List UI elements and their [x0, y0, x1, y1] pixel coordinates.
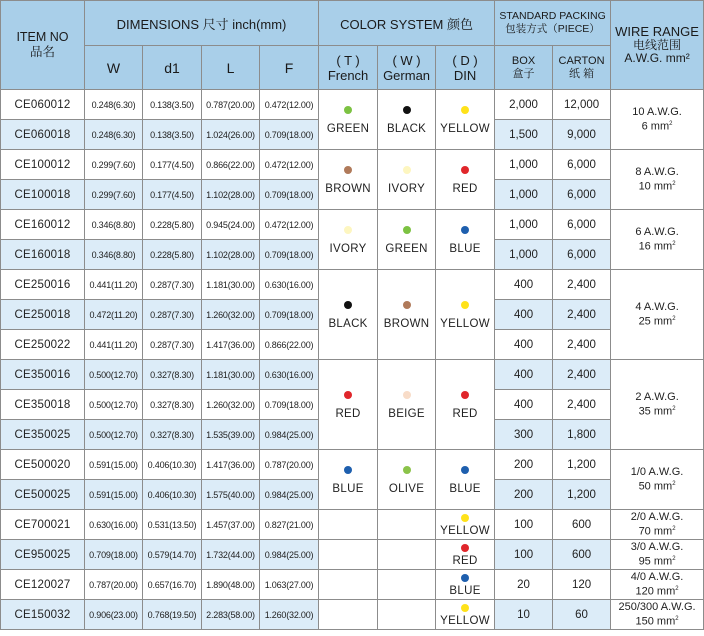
wire-mm: 35 mm	[638, 405, 673, 418]
item-no-cell: CE160012	[1, 210, 85, 240]
color-name: BROWN	[383, 317, 430, 330]
col-din-header	[436, 46, 495, 90]
wire-mm-squared: 2	[675, 586, 679, 593]
col-box-header	[495, 46, 553, 90]
color-name: YELLOW	[440, 614, 490, 627]
wire-awg: 6 A.W.G.	[635, 226, 679, 239]
carton-qty-cell: 2,400	[553, 330, 611, 360]
dim-l-cell: 1.535(39.00)	[202, 420, 260, 450]
wire-mm-squared: 2	[672, 241, 676, 248]
col-w-header: W	[85, 46, 143, 90]
dim-d1-cell: 0.768(19.50)	[143, 600, 202, 630]
dim-f-cell: 0.709(18.00)	[260, 180, 319, 210]
dim-f-cell: 0.787(20.00)	[260, 450, 319, 480]
carton-qty-cell: 600	[553, 510, 611, 540]
color-din-cell	[436, 570, 495, 600]
dim-d1-cell: 0.327(8.30)	[143, 360, 202, 390]
color-french-cell	[319, 510, 378, 540]
wire-mm-squared: 2	[669, 121, 673, 128]
wire-awg: 10 A.W.G.	[632, 106, 682, 119]
carton-label: CARTON	[558, 54, 605, 67]
color-german-cell	[378, 540, 436, 570]
table-row	[1, 600, 704, 630]
carton-qty-cell: 12,000	[553, 90, 611, 120]
color-swatch-dot	[344, 226, 352, 234]
color-german-cell	[378, 360, 436, 450]
dim-w-cell: 0.500(12.70)	[85, 420, 143, 450]
wire-awg: 4/0 A.W.G.	[630, 571, 684, 584]
dim-f-cell: 0.866(22.00)	[260, 330, 319, 360]
dim-l-cell: 1.260(32.00)	[202, 390, 260, 420]
wire-range-cell	[611, 360, 704, 450]
item-no-header	[1, 1, 85, 90]
dim-l-cell: 1.417(36.00)	[202, 330, 260, 360]
color-german-cell	[378, 270, 436, 360]
dim-d1-cell: 0.228(5.80)	[143, 240, 202, 270]
carton-label-cn: 纸 箱	[569, 67, 595, 80]
color-french-cell	[319, 570, 378, 600]
dim-d1-cell: 0.327(8.30)	[143, 390, 202, 420]
dim-f-cell: 0.984(25.00)	[260, 480, 319, 510]
wire-awg: 2/0 A.W.G.	[630, 511, 684, 524]
color-name: RED	[452, 182, 478, 195]
wire-mm: 16 mm	[638, 240, 673, 253]
color-name: GREEN	[326, 122, 370, 135]
carton-qty-cell: 600	[553, 540, 611, 570]
dim-d1-cell: 0.177(4.50)	[143, 150, 202, 180]
dim-w-cell: 0.630(16.00)	[85, 510, 143, 540]
wire-range-header-cn: 电线范围	[633, 38, 682, 52]
dim-d1-cell: 0.228(5.80)	[143, 210, 202, 240]
dim-w-cell: 0.500(12.70)	[85, 360, 143, 390]
french-label: French	[327, 67, 369, 83]
color-din-cell	[436, 210, 495, 270]
french-code: ( T )	[336, 52, 360, 68]
dim-l-cell: 1.102(28.00)	[202, 240, 260, 270]
dim-d1-cell: 0.406(10.30)	[143, 450, 202, 480]
carton-qty-cell: 60	[553, 600, 611, 630]
wire-range-cell	[611, 540, 704, 570]
color-french-cell	[319, 540, 378, 570]
color-name: RED	[335, 407, 361, 420]
color-name: BLUE	[449, 242, 481, 255]
color-system-header: COLOR SYSTEM 颜色	[319, 1, 495, 46]
color-french-cell	[319, 90, 378, 150]
table-row	[1, 150, 704, 180]
wire-mm: 70 mm	[638, 525, 673, 538]
item-no-cell: CE350018	[1, 390, 85, 420]
dim-w-cell: 0.299(7.60)	[85, 150, 143, 180]
wire-range-cell	[611, 450, 704, 510]
din-code: ( D )	[452, 52, 478, 68]
color-german-cell	[378, 570, 436, 600]
color-swatch-dot	[461, 166, 469, 174]
packing-header	[495, 1, 611, 46]
color-swatch-dot	[403, 106, 411, 114]
table-row	[1, 210, 704, 240]
color-name: IVORY	[388, 182, 426, 195]
color-name: YELLOW	[440, 317, 490, 330]
carton-qty-cell: 9,000	[553, 120, 611, 150]
color-din-cell	[436, 90, 495, 150]
wire-awg: 2 A.W.G.	[635, 391, 679, 404]
item-no-cell: CE500025	[1, 480, 85, 510]
color-swatch-dot	[461, 466, 469, 474]
box-qty-cell: 400	[495, 360, 553, 390]
wire-range-cell	[611, 510, 704, 540]
table-row	[1, 90, 704, 120]
color-swatch-dot	[461, 391, 469, 399]
wire-range-cell	[611, 210, 704, 270]
german-code: ( W )	[392, 52, 421, 68]
dim-d1-cell: 0.138(3.50)	[143, 90, 202, 120]
dimensions-header: DIMENSIONS 尺寸 inch(mm)	[85, 1, 319, 46]
carton-qty-cell: 1,800	[553, 420, 611, 450]
box-qty-cell: 2,000	[495, 90, 553, 120]
dim-d1-cell: 0.531(13.50)	[143, 510, 202, 540]
color-swatch-dot	[344, 301, 352, 309]
dim-l-cell: 1.575(40.00)	[202, 480, 260, 510]
color-swatch-dot	[461, 514, 469, 522]
item-no-cell: CE700021	[1, 510, 85, 540]
table-row	[1, 270, 704, 300]
dim-l-cell: 2.283(58.00)	[202, 600, 260, 630]
dim-w-cell: 0.591(15.00)	[85, 450, 143, 480]
box-qty-cell: 1,000	[495, 180, 553, 210]
wire-mm-squared: 2	[675, 616, 679, 623]
dim-w-cell: 0.346(8.80)	[85, 210, 143, 240]
dim-d1-cell: 0.138(3.50)	[143, 120, 202, 150]
wire-awg: 8 A.W.G.	[635, 166, 679, 179]
color-french-cell	[319, 450, 378, 510]
color-french-cell	[319, 360, 378, 450]
color-swatch-dot	[403, 466, 411, 474]
dim-l-cell: 1.417(36.00)	[202, 450, 260, 480]
wire-awg: 250/300 A.W.G.	[618, 601, 696, 614]
color-swatch-dot	[461, 226, 469, 234]
packing-header-cn: 包装方式（PIECE）	[505, 23, 600, 35]
box-qty-cell: 400	[495, 270, 553, 300]
table-row	[1, 450, 704, 480]
packing-header-label: STANDARD PACKING	[499, 10, 606, 22]
dim-w-cell: 0.248(6.30)	[85, 120, 143, 150]
item-no-cell: CE120027	[1, 570, 85, 600]
dim-f-cell: 0.709(18.00)	[260, 300, 319, 330]
item-no-cell: CE150032	[1, 600, 85, 630]
color-name: BLUE	[449, 584, 481, 597]
dim-f-cell: 0.709(18.00)	[260, 240, 319, 270]
wire-range-cell	[611, 90, 704, 150]
box-label-cn: 盒子	[512, 67, 535, 80]
dim-l-cell: 1.457(37.00)	[202, 510, 260, 540]
dim-l-cell: 1.102(28.00)	[202, 180, 260, 210]
color-swatch-dot	[403, 301, 411, 309]
wire-mm: 120 mm	[635, 585, 676, 598]
color-german-cell	[378, 510, 436, 540]
wire-range-header	[611, 1, 704, 90]
box-qty-cell: 400	[495, 300, 553, 330]
color-name: GREEN	[385, 242, 428, 255]
dim-w-cell: 0.906(23.00)	[85, 600, 143, 630]
item-no-cell: CE100012	[1, 150, 85, 180]
table-row	[1, 510, 704, 540]
dim-w-cell: 0.248(6.30)	[85, 90, 143, 120]
box-qty-cell: 1,000	[495, 150, 553, 180]
col-f-header: F	[260, 46, 319, 90]
carton-qty-cell: 2,400	[553, 390, 611, 420]
carton-qty-cell: 2,400	[553, 270, 611, 300]
carton-qty-cell: 2,400	[553, 300, 611, 330]
wire-range-header-unit: A.W.G. mm²	[624, 51, 690, 65]
carton-qty-cell: 6,000	[553, 210, 611, 240]
carton-qty-cell: 6,000	[553, 150, 611, 180]
dim-d1-cell: 0.287(7.30)	[143, 270, 202, 300]
color-din-cell	[436, 360, 495, 450]
box-qty-cell: 400	[495, 390, 553, 420]
dim-w-cell: 0.346(8.80)	[85, 240, 143, 270]
col-d1-header: d1	[143, 46, 202, 90]
box-qty-cell: 200	[495, 450, 553, 480]
item-no-cell: CE500020	[1, 450, 85, 480]
wire-awg: 3/0 A.W.G.	[630, 541, 684, 554]
color-name: BEIGE	[388, 407, 425, 420]
wire-mm: 6 mm	[641, 120, 670, 133]
dim-l-cell: 1.181(30.00)	[202, 270, 260, 300]
dim-f-cell: 0.984(25.00)	[260, 540, 319, 570]
dim-l-cell: 0.945(24.00)	[202, 210, 260, 240]
wire-range-cell	[611, 570, 704, 600]
wire-mm: 25 mm	[638, 315, 673, 328]
carton-qty-cell: 120	[553, 570, 611, 600]
carton-qty-cell: 6,000	[553, 240, 611, 270]
dim-w-cell: 0.441(11.20)	[85, 270, 143, 300]
color-german-cell	[378, 210, 436, 270]
wire-range-cell	[611, 150, 704, 210]
dim-l-cell: 1.024(26.00)	[202, 120, 260, 150]
wire-range-header-label: WIRE RANGE	[615, 24, 699, 39]
wire-range-cell	[611, 600, 704, 630]
wire-mm: 95 mm	[638, 555, 673, 568]
col-french-header	[319, 46, 378, 90]
spec-table-body	[1, 90, 704, 630]
col-carton-header	[553, 46, 611, 90]
wire-range-cell	[611, 270, 704, 360]
dim-f-cell: 0.472(12.00)	[260, 90, 319, 120]
box-qty-cell: 10	[495, 600, 553, 630]
color-french-cell	[319, 600, 378, 630]
dim-f-cell: 0.984(25.00)	[260, 420, 319, 450]
color-din-cell	[436, 540, 495, 570]
item-no-header-cn: 品名	[29, 45, 55, 59]
dim-d1-cell: 0.327(8.30)	[143, 420, 202, 450]
color-name: OLIVE	[388, 482, 425, 495]
item-no-cell: CE350025	[1, 420, 85, 450]
wire-mm-squared: 2	[672, 316, 676, 323]
item-no-cell: CE100018	[1, 180, 85, 210]
color-swatch-dot	[461, 574, 469, 582]
color-din-cell	[436, 600, 495, 630]
item-no-cell: CE060018	[1, 120, 85, 150]
color-swatch-dot	[461, 604, 469, 612]
color-name: BLUE	[332, 482, 364, 495]
dim-l-cell: 1.181(30.00)	[202, 360, 260, 390]
color-french-cell	[319, 210, 378, 270]
carton-qty-cell: 1,200	[553, 480, 611, 510]
color-german-cell	[378, 150, 436, 210]
item-no-cell: CE950025	[1, 540, 85, 570]
col-german-header	[378, 46, 436, 90]
dim-f-cell: 0.630(16.00)	[260, 270, 319, 300]
color-name: IVORY	[329, 242, 367, 255]
german-label: German	[383, 67, 431, 83]
color-german-cell	[378, 450, 436, 510]
dim-w-cell: 0.299(7.60)	[85, 180, 143, 210]
dim-d1-cell: 0.406(10.30)	[143, 480, 202, 510]
carton-qty-cell: 1,200	[553, 450, 611, 480]
dim-f-cell: 0.472(12.00)	[260, 210, 319, 240]
item-no-cell: CE350016	[1, 360, 85, 390]
table-row	[1, 540, 704, 570]
box-qty-cell: 300	[495, 420, 553, 450]
box-qty-cell: 400	[495, 330, 553, 360]
box-qty-cell: 200	[495, 480, 553, 510]
dim-f-cell: 0.709(18.00)	[260, 120, 319, 150]
dim-f-cell: 1.260(32.00)	[260, 600, 319, 630]
dim-f-cell: 0.630(16.00)	[260, 360, 319, 390]
dim-f-cell: 1.063(27.00)	[260, 570, 319, 600]
color-name: BLACK	[386, 122, 427, 135]
box-qty-cell: 1,000	[495, 240, 553, 270]
dim-d1-cell: 0.657(16.70)	[143, 570, 202, 600]
color-din-cell	[436, 510, 495, 540]
color-swatch-dot	[461, 106, 469, 114]
wire-mm-squared: 2	[672, 406, 676, 413]
color-swatch-dot	[344, 106, 352, 114]
wire-mm-squared: 2	[672, 181, 676, 188]
table-row	[1, 360, 704, 390]
dim-f-cell: 0.472(12.00)	[260, 150, 319, 180]
din-label: DIN	[453, 67, 477, 83]
table-row	[1, 570, 704, 600]
color-swatch-dot	[403, 226, 411, 234]
carton-qty-cell: 2,400	[553, 360, 611, 390]
dim-l-cell: 1.732(44.00)	[202, 540, 260, 570]
color-name: BLACK	[328, 317, 368, 330]
color-din-cell	[436, 150, 495, 210]
color-name: BROWN	[325, 182, 371, 195]
wire-awg: 1/0 A.W.G.	[630, 466, 684, 479]
dim-w-cell: 0.441(11.20)	[85, 330, 143, 360]
color-name: RED	[452, 554, 478, 567]
box-qty-cell: 20	[495, 570, 553, 600]
dim-w-cell: 0.709(18.00)	[85, 540, 143, 570]
dim-l-cell: 1.890(48.00)	[202, 570, 260, 600]
color-swatch-dot	[403, 166, 411, 174]
dim-d1-cell: 0.287(7.30)	[143, 330, 202, 360]
col-l-header: L	[202, 46, 260, 90]
item-no-cell: CE060012	[1, 90, 85, 120]
color-swatch-dot	[344, 166, 352, 174]
box-qty-cell: 100	[495, 510, 553, 540]
color-name: RED	[452, 407, 478, 420]
dim-f-cell: 0.827(21.00)	[260, 510, 319, 540]
dim-w-cell: 0.472(11.20)	[85, 300, 143, 330]
color-name: YELLOW	[440, 524, 490, 537]
item-no-cell: CE250016	[1, 270, 85, 300]
color-german-cell	[378, 600, 436, 630]
item-no-cell: CE250018	[1, 300, 85, 330]
dim-d1-cell: 0.177(4.50)	[143, 180, 202, 210]
color-name: BLUE	[449, 482, 481, 495]
dim-f-cell: 0.709(18.00)	[260, 390, 319, 420]
dim-w-cell: 0.787(20.00)	[85, 570, 143, 600]
box-qty-cell: 100	[495, 540, 553, 570]
color-german-cell	[378, 90, 436, 150]
color-din-cell	[436, 450, 495, 510]
color-swatch-dot	[344, 466, 352, 474]
color-swatch-dot	[461, 544, 469, 552]
item-no-cell: CE160018	[1, 240, 85, 270]
wire-mm: 150 mm	[635, 615, 676, 628]
carton-qty-cell: 6,000	[553, 180, 611, 210]
wire-mm-squared: 2	[672, 481, 676, 488]
color-french-cell	[319, 150, 378, 210]
wire-mm: 10 mm	[638, 180, 673, 193]
dim-d1-cell: 0.287(7.30)	[143, 300, 202, 330]
box-qty-cell: 1,500	[495, 120, 553, 150]
color-swatch-dot	[344, 391, 352, 399]
color-name: YELLOW	[440, 122, 490, 135]
wire-mm-squared: 2	[672, 526, 676, 533]
wire-awg: 4 A.W.G.	[635, 301, 679, 314]
item-no-header-label: ITEM NO	[16, 30, 69, 44]
dim-l-cell: 1.260(32.00)	[202, 300, 260, 330]
dim-w-cell: 0.591(15.00)	[85, 480, 143, 510]
box-qty-cell: 1,000	[495, 210, 553, 240]
color-swatch-dot	[461, 301, 469, 309]
dim-l-cell: 0.787(20.00)	[202, 90, 260, 120]
box-label: BOX	[511, 54, 536, 67]
color-french-cell	[319, 270, 378, 360]
item-no-cell: CE250022	[1, 330, 85, 360]
color-swatch-dot	[403, 391, 411, 399]
wire-mm-squared: 2	[672, 556, 676, 563]
dim-l-cell: 0.866(22.00)	[202, 150, 260, 180]
dim-d1-cell: 0.579(14.70)	[143, 540, 202, 570]
color-din-cell	[436, 270, 495, 360]
wire-mm: 50 mm	[638, 480, 673, 493]
dim-w-cell: 0.500(12.70)	[85, 390, 143, 420]
